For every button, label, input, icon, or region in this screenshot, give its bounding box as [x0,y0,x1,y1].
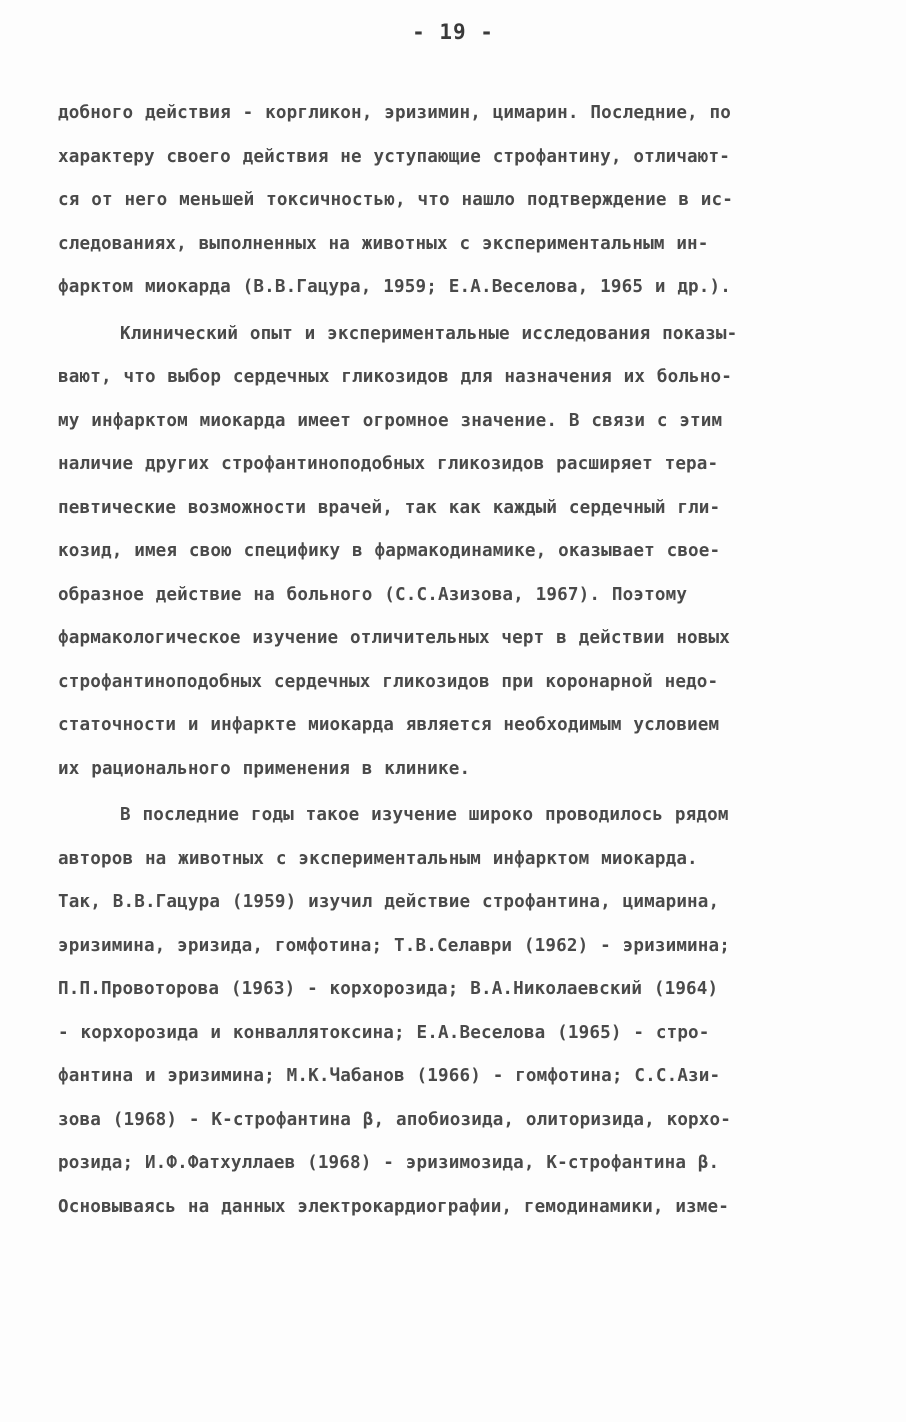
text-line: добного действия - коргликон, эризимин, цимарин. Последние, по [58,103,732,123]
text-line: статочности и инфаркте миокарда является необходимым условием [58,715,720,735]
text-line: следованиях, выполненных на животных с экспериментальным ин- [58,233,709,254]
text-line: их рационального применения в клинике. [58,758,471,779]
page-number: - 19 - [412,20,494,44]
text-line: му инфарктом миокарда имеет огромное значение. В связи с этим [58,410,723,431]
text-line: Так, В.В.Гацура (1959) изучил действие строфантина, цимарина, [58,892,720,912]
paragraph-start-line: В последние годы такое изучение широко проводилось рядом [120,805,729,825]
text-line: эризимина, эризида, гомфотина; Т.В.Селаври (1962) - эризимина; [58,935,731,956]
text-line: розида; И.Ф.Фатхуллаев (1968) - эризимозида, К-строфантина β. [58,1153,720,1173]
text-line: вают, что выбор сердечных гликозидов для назначения их больно- [58,367,733,387]
text-line: фантина и эризимина; М.К.Чабанов (1966) - гомфотина; С.С.Ази- [58,1066,721,1086]
text-line: зова (1968) - К-строфантина β, апобиозида, олиторизида, корхо- [58,1109,732,1130]
text-line: авторов на животных с экспериментальным инфарктом миокарда. [58,848,698,869]
text-line: Основываясь на данных электрокардиографии, гемодинамики, изме- [58,1196,730,1217]
text-line: ся от него меньшей токсичностью, что нашло подтверждение в ис- [58,190,734,210]
text-line: певтические возможности врачей, так как каждый сердечный гли- [58,497,721,518]
text-line: наличие других строфантиноподобных гликозидов расширяет тера- [58,454,719,474]
text-line: козид, имея свою специфику в фармакодинамике, оказывает свое- [58,541,721,561]
text-line: образное действие на больного (С.С.Азизова, 1967). Поэтому [58,584,688,605]
text-line: характеру своего действия не уступающие строфантину, отличают- [58,146,731,167]
text-line: - корхорозида и конваллятоксина; Е.А.Веселова (1965) - стро- [58,1022,710,1043]
text-line: фарктом миокарда (В.В.Гацура, 1959; Е.А.Веселова, 1965 и др.). [58,277,732,297]
text-line: фармакологическое изучение отличительных черт в действии новых [58,628,731,648]
text-line: П.П.Провоторова (1963) - корхорозида; В.А.Николаевский (1964) [58,979,719,999]
body-text [58,92,858,1229]
text-line: строфантиноподобных сердечных гликозидов при коронарной недо- [58,671,719,692]
paragraph-start-line: Клинический опыт и экспериментальные исследования показы- [120,323,738,344]
